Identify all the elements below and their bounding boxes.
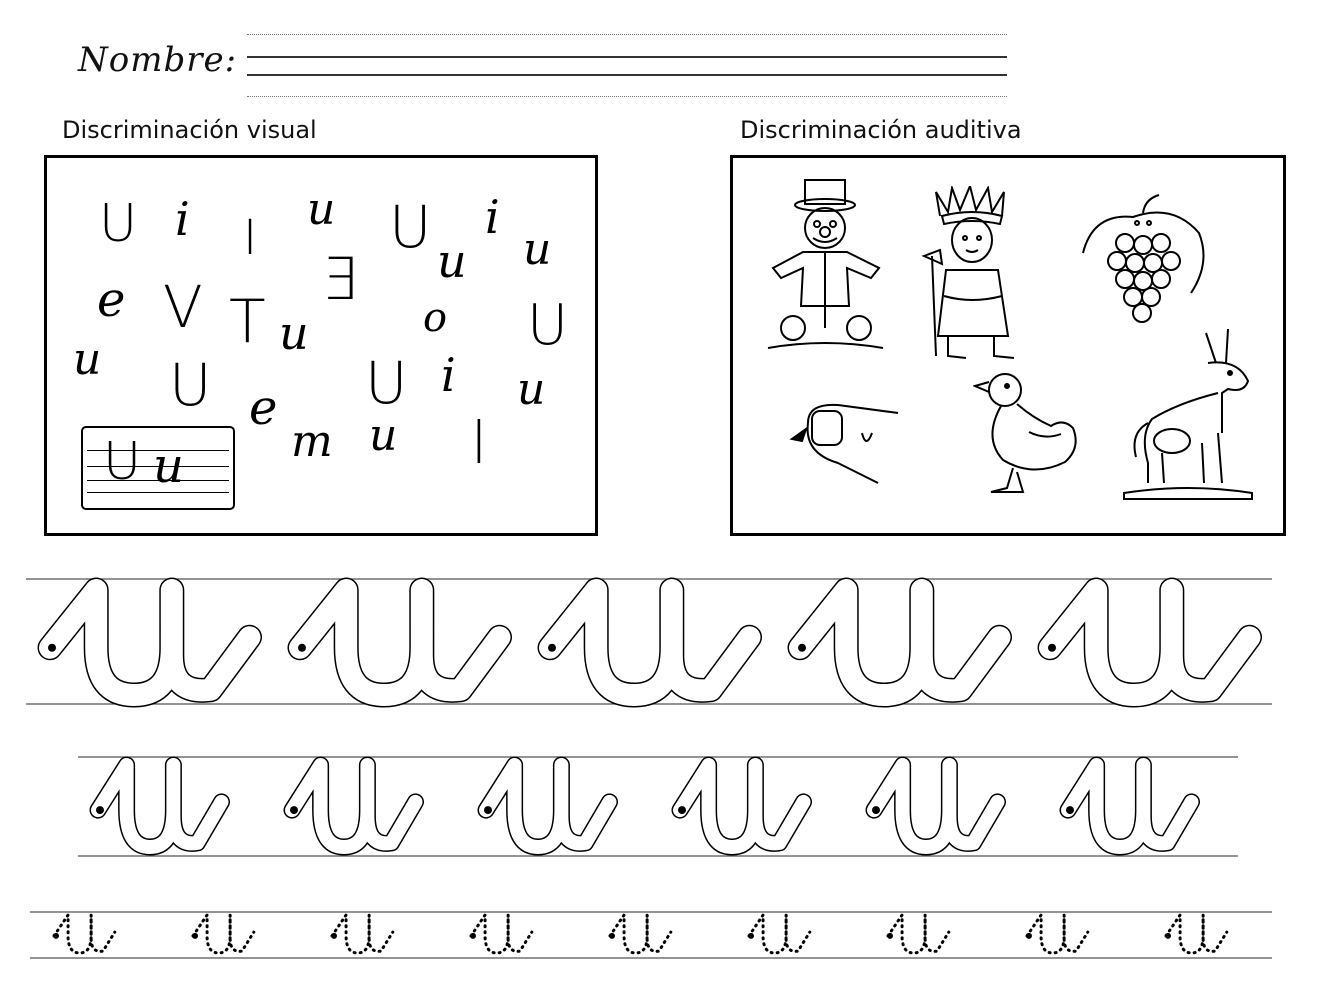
- trace-u-glyph[interactable]: [748, 915, 810, 953]
- auditory-title: Discriminación auditiva: [740, 116, 1022, 144]
- trace-u-glyph[interactable]: [609, 915, 671, 953]
- start-dot: [798, 644, 806, 652]
- scattered-letter[interactable]: m: [291, 416, 333, 467]
- start-dot: [1066, 806, 1074, 814]
- scattered-letter[interactable]: u: [523, 224, 552, 275]
- visual-title: Discriminación visual: [62, 116, 317, 144]
- scattered-letter[interactable]: T: [229, 287, 266, 357]
- scattered-letter[interactable]: u: [307, 184, 336, 235]
- trace-u-glyph[interactable]: [678, 765, 804, 847]
- scattered-letter[interactable]: U: [99, 194, 138, 254]
- trace-u-glyph[interactable]: [548, 590, 750, 695]
- start-dot: [484, 806, 492, 814]
- start-dot: [53, 933, 59, 939]
- start-dot: [548, 644, 556, 652]
- scattered-letter[interactable]: e: [97, 272, 126, 328]
- trace-u-glyph[interactable]: [872, 765, 998, 847]
- scattered-letter[interactable]: u: [279, 306, 309, 360]
- start-dot: [1026, 933, 1032, 939]
- trace-u-glyph[interactable]: [798, 590, 1000, 695]
- scattered-letter[interactable]: U: [169, 351, 212, 419]
- name-label: Nombre:: [78, 40, 238, 80]
- scattered-letter[interactable]: U: [389, 193, 432, 261]
- start-dot: [872, 806, 880, 814]
- scattered-letter[interactable]: o: [423, 295, 448, 341]
- scattered-letter[interactable]: u: [73, 334, 102, 385]
- trace-u-glyph[interactable]: [1165, 915, 1227, 953]
- scattered-letter[interactable]: i: [441, 348, 456, 402]
- scattered-letter[interactable]: u: [517, 364, 546, 415]
- start-dot: [290, 806, 298, 814]
- start-dot: [331, 933, 337, 939]
- scattered-letter[interactable]: U: [527, 293, 568, 358]
- trace-u-glyph[interactable]: [192, 915, 254, 953]
- model-upper: U: [103, 432, 142, 492]
- scattered-letter[interactable]: i: [485, 190, 500, 244]
- scattered-letter[interactable]: u: [369, 410, 398, 461]
- start-dot: [1048, 644, 1056, 652]
- start-dot: [470, 933, 476, 939]
- trace-u-glyph[interactable]: [1026, 915, 1088, 953]
- start-dot: [748, 933, 754, 939]
- scattered-letter[interactable]: E: [323, 245, 360, 313]
- start-dot: [678, 806, 686, 814]
- start-dot: [887, 933, 893, 939]
- scattered-letter[interactable]: u: [437, 234, 467, 288]
- scattered-letter[interactable]: U: [365, 349, 408, 417]
- trace-u-glyph[interactable]: [484, 765, 610, 847]
- trace-u-glyph[interactable]: [1066, 765, 1192, 847]
- start-dot: [192, 933, 198, 939]
- trace-u-glyph[interactable]: [1048, 590, 1250, 695]
- scattered-letter[interactable]: V: [163, 273, 203, 341]
- trace-u-glyph[interactable]: [48, 590, 250, 695]
- trace-u-glyph[interactable]: [53, 915, 115, 953]
- scattered-letter[interactable]: l: [471, 409, 488, 477]
- trace-u-glyph[interactable]: [298, 590, 500, 695]
- start-dot: [1165, 933, 1171, 939]
- trace-u-glyph[interactable]: [96, 765, 222, 847]
- scattered-letter[interactable]: e: [249, 380, 278, 436]
- trace-u-glyph[interactable]: [470, 915, 532, 953]
- scattered-letter[interactable]: i: [175, 192, 190, 246]
- trace-u-glyph[interactable]: [290, 765, 416, 847]
- trace-u-glyph[interactable]: [887, 915, 949, 953]
- start-dot: [609, 933, 615, 939]
- trace-u-glyph[interactable]: [331, 915, 393, 953]
- start-dot: [96, 806, 104, 814]
- start-dot: [48, 644, 56, 652]
- scattered-letter[interactable]: I: [243, 210, 258, 266]
- model-lower: u: [153, 438, 184, 494]
- start-dot: [298, 644, 306, 652]
